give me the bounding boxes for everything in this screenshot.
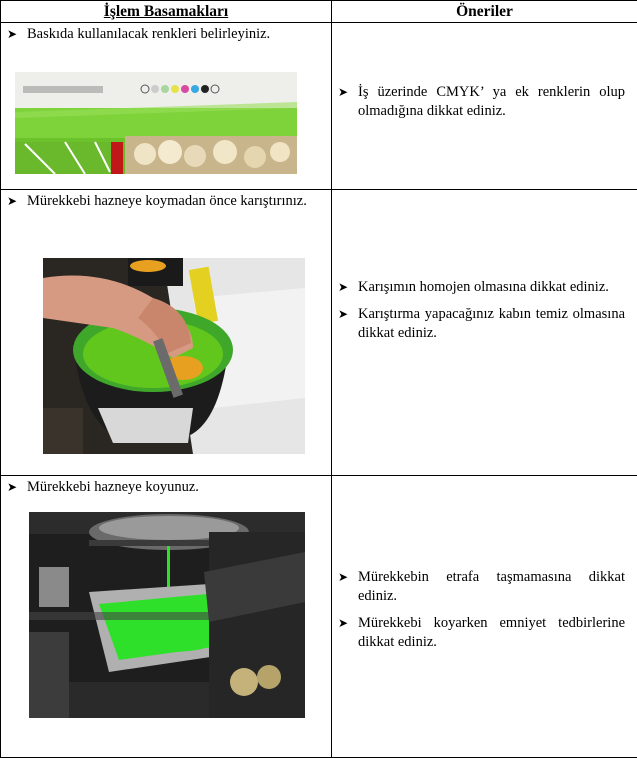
step-cell-3 bbox=[1, 476, 332, 758]
step-text-3: Mürekkebi hazneye koyunuz. bbox=[27, 478, 331, 497]
suggestion-item: ➤ Mürekkebin etrafa taşmamasına dikkat ediniz. bbox=[338, 568, 631, 606]
arrow-bullet-icon: ➤ bbox=[338, 614, 358, 652]
suggestion-cell-3 bbox=[332, 476, 637, 758]
arrow-bullet-icon: ➤ bbox=[338, 278, 358, 297]
step-text-2: Mürekkebi hazneye koymadan önce karıştırınız. bbox=[27, 192, 331, 211]
suggestion-item: ➤ Mürekkebi koyarken emniyet tedbirlerine dikkat ediniz. bbox=[338, 614, 631, 652]
arrow-bullet-icon: ➤ bbox=[338, 305, 358, 343]
header-steps: İşlem Basamakları bbox=[1, 1, 332, 23]
color-bar-photo bbox=[15, 72, 297, 174]
ink-mixing-photo bbox=[43, 258, 305, 454]
suggestion-item: ➤ Karıştırma yapacağınız kabın temiz olmasına dikkat ediniz. bbox=[338, 305, 631, 343]
step-item-3 bbox=[1, 476, 331, 497]
arrow-bullet-icon: ➤ bbox=[1, 478, 27, 497]
suggestion-item: ➤ Karışımın homojen olmasına dikkat ediniz. bbox=[338, 278, 631, 297]
step-cell-1 bbox=[1, 23, 332, 190]
arrow-bullet-icon: ➤ bbox=[338, 568, 358, 606]
step-item-2 bbox=[1, 190, 331, 211]
suggestion-item: ➤ İş üzerinde CMYK’ ya ek renklerin olup olmadığına dikkat ediniz. bbox=[338, 83, 631, 121]
step-text-1: Baskıda kullanılacak renkleri belirleyiniz. bbox=[27, 25, 331, 44]
suggestion-cell-1 bbox=[332, 23, 637, 190]
step-item-1 bbox=[1, 23, 331, 44]
arrow-bullet-icon: ➤ bbox=[338, 83, 358, 121]
arrow-bullet-icon: ➤ bbox=[1, 25, 27, 44]
ink-pouring-photo bbox=[29, 512, 305, 718]
step-cell-2 bbox=[1, 190, 332, 476]
arrow-bullet-icon: ➤ bbox=[1, 192, 27, 211]
header-suggestions: Öneriler bbox=[332, 1, 637, 23]
suggestion-cell-2 bbox=[332, 190, 637, 476]
